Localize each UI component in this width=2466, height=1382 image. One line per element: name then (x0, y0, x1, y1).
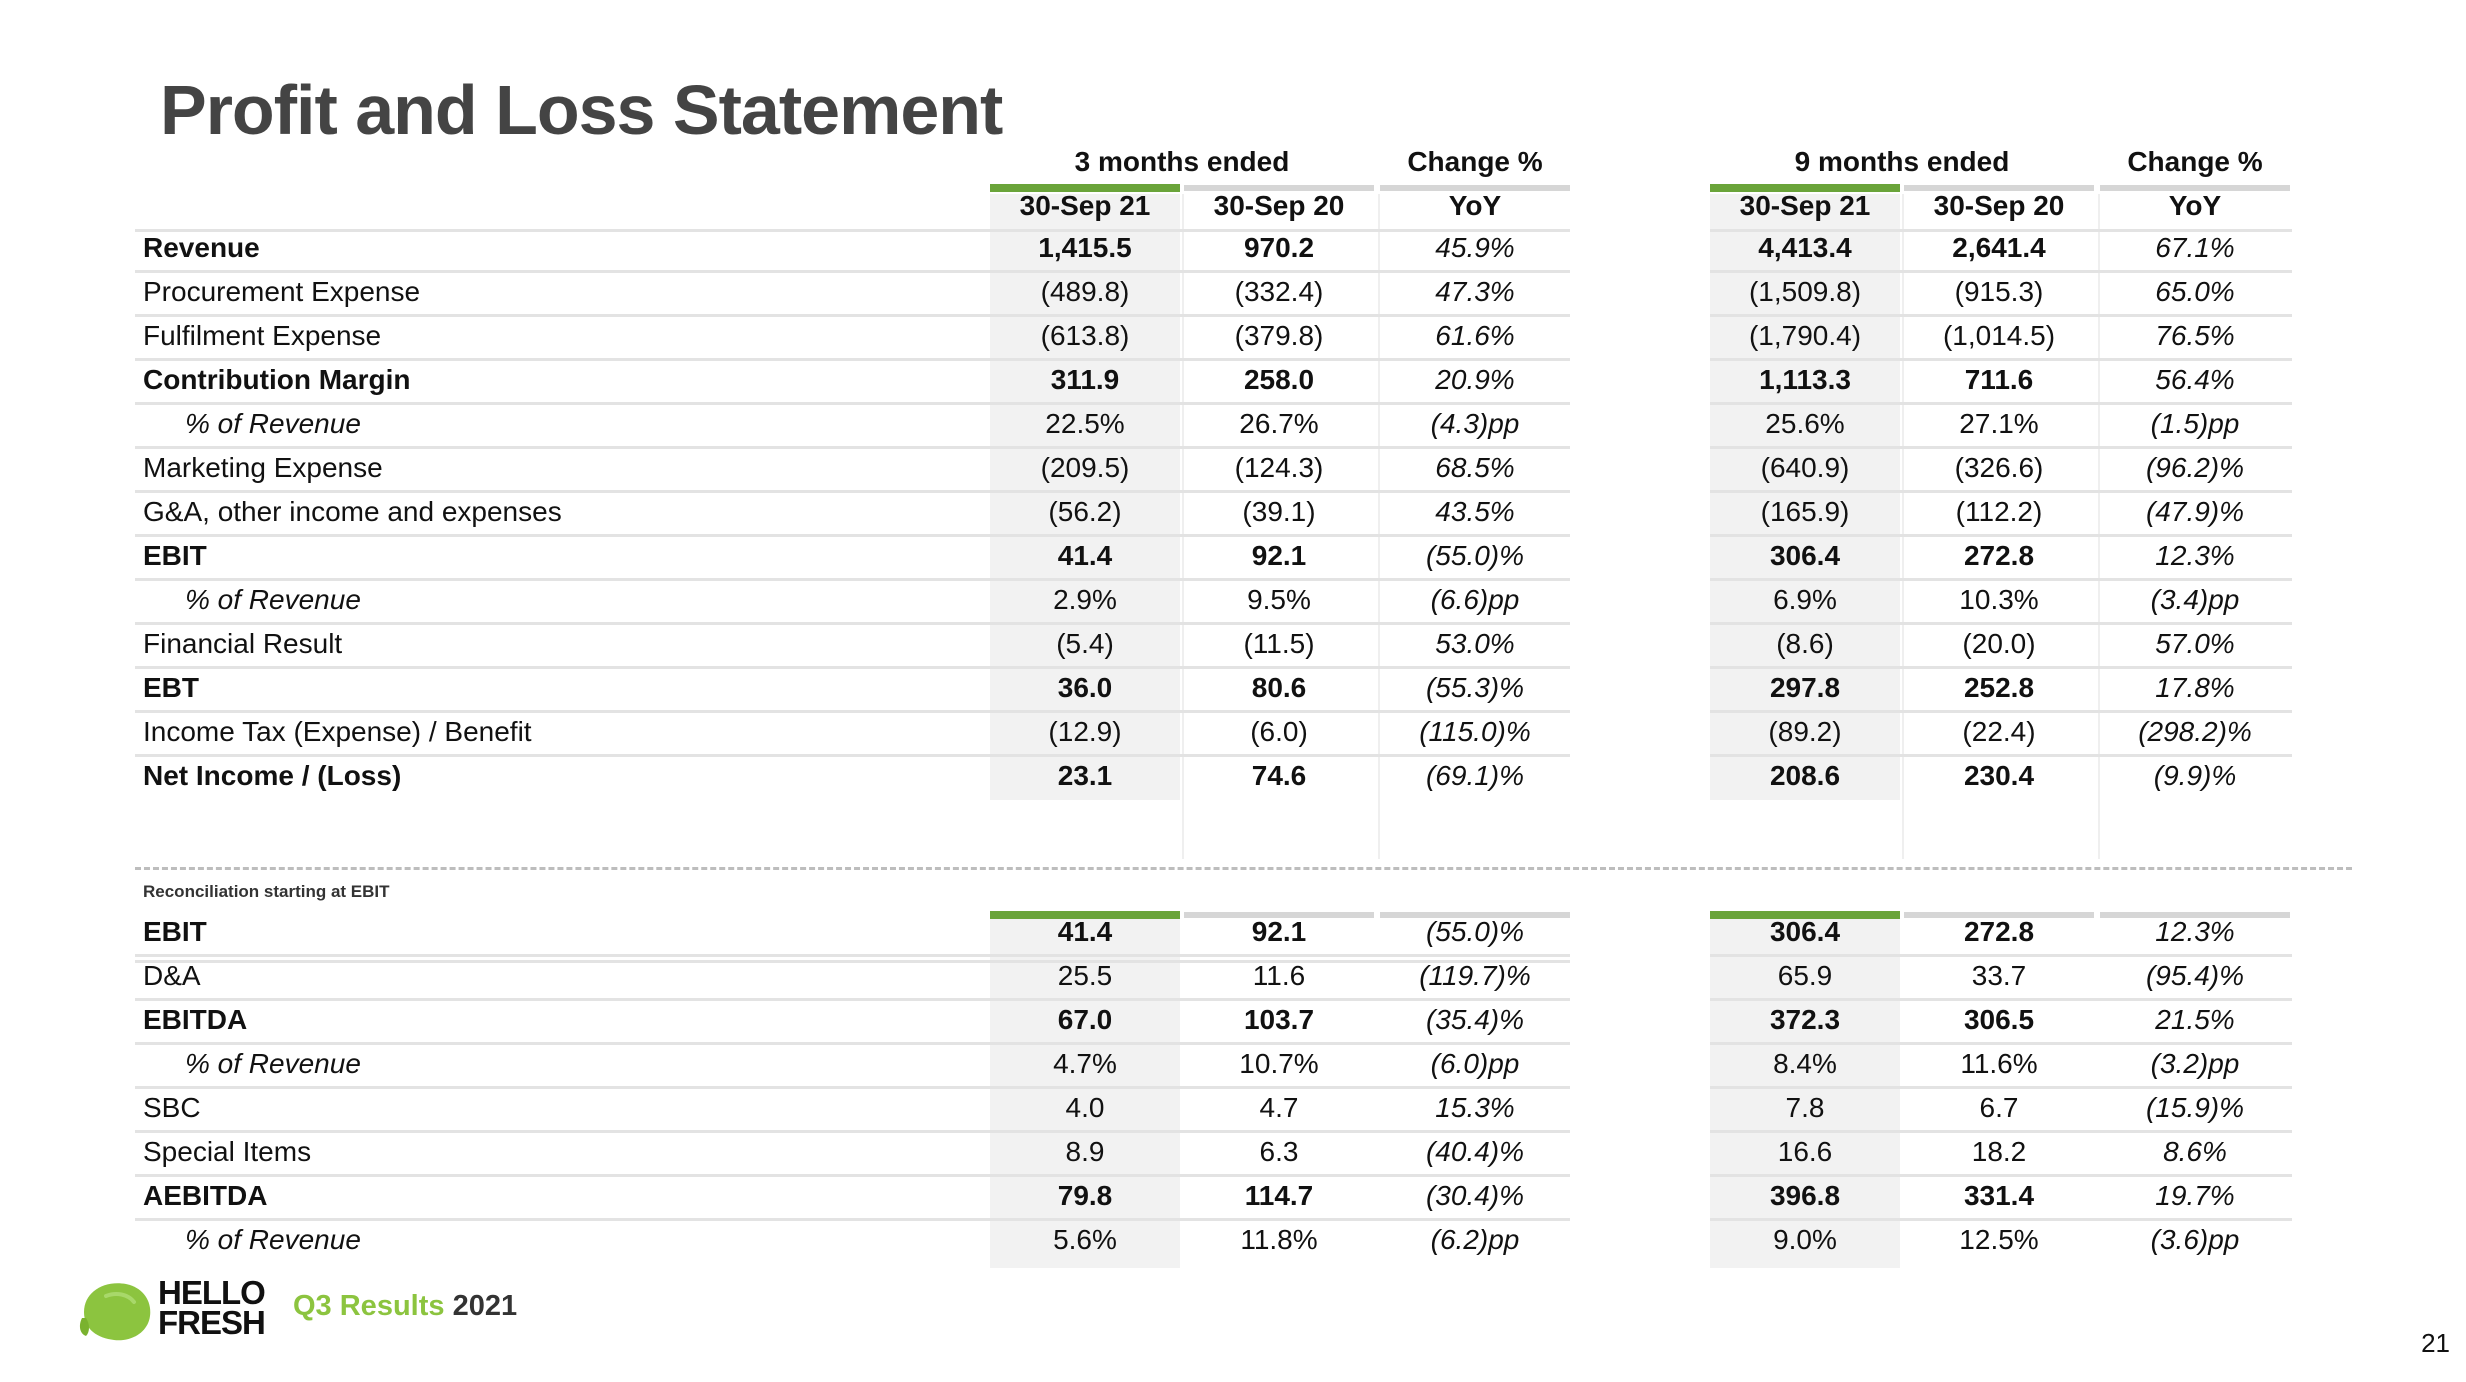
pl-cell-q-yoy: (69.1)% (1425, 760, 1525, 791)
recon-cell-q-yoy: (55.0)% (1425, 916, 1525, 947)
pl-cell-m9-20: (915.3) (1954, 276, 2044, 307)
pl-row-divider (135, 314, 1570, 317)
recon-cell-m9-20: 18.2 (1971, 1136, 2027, 1167)
pl-cell-m9-20: 10.3% (1959, 584, 2039, 615)
recon-cell-m9-20: 331.4 (1963, 1180, 2035, 1211)
recon-cell-q3-20: 10.7% (1239, 1048, 1319, 1079)
pl-row-label: Contribution Margin (143, 364, 411, 395)
pl-cell-q3-21: 23.1 (1057, 760, 1113, 791)
pl-row-divider (135, 446, 1570, 449)
pl-cell-m9-21: 208.6 (1769, 760, 1841, 791)
pl-row-divider (1710, 754, 2292, 757)
recon-cell-m9-20: 11.6% (1960, 1048, 2038, 1079)
recon-cell-m9-21: 396.8 (1769, 1180, 1841, 1211)
pl-cell-m9-20: 272.8 (1963, 540, 2035, 571)
recon-cell-m9-21: 8.4% (1773, 1048, 1837, 1079)
pl-cell-m9-21: (89.2) (1768, 716, 1842, 747)
recon-cell-m9-20: 12.5% (1959, 1224, 2039, 1255)
pl-cell-m9-yoy: (96.2)% (2145, 452, 2245, 483)
pl-cell-q-yoy: (55.0)% (1425, 540, 1525, 571)
pl-row-label: G&A, other income and expenses (143, 496, 562, 527)
recon-cell-q-yoy: (6.2)pp (1430, 1224, 1520, 1255)
header-change-9m: Change % (2127, 146, 2263, 177)
pl-cell-m9-20: (1,014.5) (1942, 320, 2056, 351)
pl-row-label: EBT (143, 672, 199, 703)
pl-row-label: Financial Result (143, 628, 343, 659)
pl-cell-q3-21: (613.8) (1040, 320, 1130, 351)
pl-row-divider (135, 710, 1570, 713)
recon-cell-m9-yoy: 8.6% (2163, 1136, 2227, 1167)
recon-cell-m9-21: 16.6 (1777, 1136, 1833, 1167)
recon-cell-q3-20: 103.7 (1243, 1004, 1315, 1035)
pl-cell-m9-20: 252.8 (1963, 672, 2035, 703)
pl-cell-m9-20: 2,641.4 (1952, 232, 2046, 263)
pl-cell-q-yoy: (6.6)pp (1430, 584, 1520, 615)
pl-cell-q3-20: 92.1 (1251, 540, 1307, 571)
pl-cell-m9-20: 230.4 (1963, 760, 2035, 791)
recon-cell-q3-21: 25.5 (1057, 960, 1113, 991)
recon-row-divider (135, 1218, 1570, 1221)
recon-cell-q3-20: 11.8% (1240, 1224, 1318, 1255)
pl-row-divider (135, 270, 1570, 273)
recon-cell-q3-20: 11.6 (1252, 960, 1306, 991)
pl-cell-q3-20: 26.7% (1239, 408, 1319, 439)
pl-row-label: Marketing Expense (143, 452, 383, 483)
pl-cell-q3-21: 311.9 (1050, 364, 1120, 395)
pl-cell-q3-21: 2.9% (1053, 584, 1117, 615)
recon-row-divider (1710, 1174, 2292, 1177)
recon-row-divider (1710, 1086, 2292, 1089)
reconciliation-label: Reconciliation starting at EBIT (143, 882, 390, 901)
pl-cell-q3-21: (209.5) (1040, 452, 1130, 483)
recon-row-divider (135, 1174, 1570, 1177)
recon-row-divider (135, 954, 1570, 957)
pl-cell-m9-20: (112.2) (1955, 496, 2043, 527)
pl-row-label: EBIT (143, 540, 207, 571)
pl-cell-q3-21: (56.2) (1048, 496, 1122, 527)
pl-row-label: % of Revenue (185, 584, 361, 615)
pl-cell-q-yoy: (55.3)% (1425, 672, 1525, 703)
pl-cell-q-yoy: (115.0)% (1419, 716, 1531, 747)
recon-cell-m9-20: 6.7 (1979, 1092, 2019, 1123)
pl-row-divider (135, 666, 1570, 669)
recon-row-label: Special Items (143, 1136, 312, 1167)
pl-cell-m9-yoy: 12.3% (2155, 540, 2235, 571)
pl-cell-m9-yoy: 65.0% (2155, 276, 2235, 307)
pl-cell-q3-20: 74.6 (1251, 760, 1307, 791)
pl-row-divider (1710, 578, 2292, 581)
pl-cell-q3-20: 9.5% (1247, 584, 1311, 615)
recon-row-label: SBC (143, 1092, 201, 1123)
recon-cell-m9-21: 7.8 (1785, 1092, 1825, 1123)
pl-cell-m9-yoy: 57.0% (2155, 628, 2235, 659)
pl-cell-m9-yoy: 67.1% (2155, 232, 2235, 263)
pl-cell-m9-20: (22.4) (1962, 716, 2036, 747)
recon-row-divider (1710, 1218, 2292, 1221)
recon-cell-q-yoy: (6.0)pp (1430, 1048, 1520, 1079)
pl-row-divider (1710, 402, 2292, 405)
recon-cell-m9-21: 9.0% (1773, 1224, 1837, 1255)
pl-cell-m9-21: (165.9) (1760, 496, 1850, 527)
pl-row-divider (135, 490, 1570, 493)
pl-cell-q-yoy: 20.9% (1435, 364, 1515, 395)
recon-row-divider (1710, 1130, 2292, 1133)
pl-cell-m9-21: 306.4 (1769, 540, 1841, 571)
pl-cell-q-yoy: 43.5% (1435, 496, 1515, 527)
pl-cell-q3-21: (489.8) (1040, 276, 1130, 307)
recon-cell-q3-20: 6.3 (1259, 1136, 1299, 1167)
recon-cell-q3-21: 79.8 (1057, 1180, 1113, 1211)
pl-row-divider (135, 358, 1570, 361)
recon-cell-m9-21: 65.9 (1777, 960, 1833, 991)
pl-cell-q-yoy: (4.3)pp (1430, 408, 1520, 439)
pl-cell-m9-21: 1,113.3 (1759, 364, 1851, 395)
lime-icon (76, 1274, 156, 1346)
pl-cell-m9-20: 711.6 (1964, 364, 2034, 395)
pl-cell-q-yoy: 53.0% (1435, 628, 1515, 659)
pl-cell-q3-21: 41.4 (1057, 540, 1113, 571)
pl-row-divider (1710, 666, 2292, 669)
footer-q3-label: Q3 Results (293, 1290, 445, 1322)
recon-cell-m9-20: 33.7 (1971, 960, 2027, 991)
recon-row-divider (135, 1130, 1570, 1133)
pl-cell-q3-20: (11.5) (1243, 628, 1315, 659)
recon-cell-q3-21: 4.7% (1053, 1048, 1117, 1079)
recon-cell-q3-20: 92.1 (1251, 916, 1307, 947)
pl-row-divider (135, 534, 1570, 537)
pl-cell-m9-20: (20.0) (1962, 628, 2036, 659)
recon-cell-q3-20: 4.7 (1259, 1092, 1299, 1123)
section-divider (135, 867, 2352, 870)
pl-cell-m9-20: (326.6) (1954, 452, 2044, 483)
pl-row-divider (1710, 710, 2292, 713)
pl-row-divider (1710, 490, 2292, 493)
recon-cell-m9-yoy: 19.7% (2155, 1180, 2235, 1211)
recon-row-label: % of Revenue (185, 1048, 361, 1079)
pl-row-divider (1710, 534, 2292, 537)
pl-row-divider (135, 578, 1570, 581)
footer-results (293, 1290, 517, 1323)
recon-cell-q3-21: 41.4 (1057, 916, 1113, 947)
pl-cell-q3-20: (39.1) (1242, 496, 1316, 527)
subheader-30sep21-9m: 30-Sep 21 (1739, 190, 1871, 221)
recon-cell-q-yoy: (35.4)% (1425, 1004, 1525, 1035)
recon-cell-m9-yoy: (95.4)% (2145, 960, 2245, 991)
recon-cell-m9-yoy: (3.6)pp (2150, 1224, 2240, 1255)
recon-cell-q-yoy: (40.4)% (1425, 1136, 1525, 1167)
pl-cell-m9-21: (1,790.4) (1748, 320, 1862, 351)
pl-cell-q3-20: 258.0 (1243, 364, 1315, 395)
pl-cell-m9-21: (8.6) (1776, 628, 1834, 659)
pl-cell-m9-21: 4,413.4 (1758, 232, 1852, 263)
recon-cell-m9-21: 306.4 (1769, 916, 1841, 947)
pl-cell-m9-yoy: (9.9)% (2153, 760, 2237, 791)
recon-row-label: % of Revenue (185, 1224, 361, 1255)
recon-cell-q-yoy: (119.7)% (1419, 960, 1531, 991)
header-change-q: Change % (1407, 146, 1543, 177)
logo-fresh: FRESH (158, 1304, 265, 1341)
pl-cell-m9-21: (1,509.8) (1748, 276, 1862, 307)
recon-cell-m9-21: 372.3 (1769, 1004, 1841, 1035)
pl-cell-m9-yoy: 17.8% (2155, 672, 2235, 703)
header-nine-months: 9 months ended (1794, 146, 2010, 177)
header-three-months: 3 months ended (1074, 146, 1290, 177)
recon-cell-q3-21: 67.0 (1057, 1004, 1113, 1035)
pl-cell-m9-21: 25.6% (1765, 408, 1845, 439)
subheader-30sep20-9m: 30-Sep 20 (1933, 190, 2065, 221)
pl-cell-q3-21: (12.9) (1048, 716, 1122, 747)
recon-cell-m9-yoy: (15.9)% (2145, 1092, 2245, 1123)
pl-cell-m9-21: (640.9) (1760, 452, 1850, 483)
pl-cell-q-yoy: 61.6% (1435, 320, 1515, 351)
recon-row-divider (1710, 998, 2292, 1001)
pl-row-label: Fulfilment Expense (143, 320, 382, 351)
pl-cell-q-yoy: 45.9% (1435, 232, 1515, 263)
pl-cell-q3-21: 22.5% (1045, 408, 1125, 439)
recon-row-divider (135, 1086, 1570, 1089)
pl-row-divider (1710, 314, 2292, 317)
pl-cell-q3-20: (379.8) (1234, 320, 1324, 351)
pl-cell-q3-20: (332.4) (1234, 276, 1324, 307)
pl-row-divider (1710, 358, 2292, 361)
pl-cell-m9-yoy: 76.5% (2155, 320, 2235, 351)
recon-cell-q-yoy: (30.4)% (1425, 1180, 1525, 1211)
recon-cell-m9-yoy: (3.2)pp (2150, 1048, 2240, 1079)
recon-row-label: AEBITDA (143, 1180, 268, 1211)
recon-cell-q3-20: 114.7 (1244, 1180, 1314, 1211)
logo-hello: HELLO (158, 1274, 265, 1311)
pl-cell-m9-yoy: (1.5)pp (2150, 408, 2240, 439)
subheader-yoy-q: YoY (1448, 190, 1502, 221)
recon-row-label: D&A (143, 960, 201, 991)
page-title: Profit and Loss Statement (160, 71, 1003, 149)
pl-cell-q3-20: (6.0) (1250, 716, 1308, 747)
pl-cell-m9-yoy: (3.4)pp (2150, 584, 2240, 615)
recon-row-divider (1710, 954, 2292, 957)
pl-row-divider (1710, 446, 2292, 449)
recon-cell-q3-21: 5.6% (1053, 1224, 1117, 1255)
pl-cell-q3-20: 80.6 (1251, 672, 1307, 703)
recon-row-label: EBIT (143, 916, 207, 947)
subheader-30sep20-q: 30-Sep 20 (1213, 190, 1345, 221)
recon-row-divider (135, 998, 1570, 1001)
pl-cell-q3-21: 36.0 (1057, 672, 1113, 703)
subheader-30sep21-q: 30-Sep 21 (1019, 190, 1151, 221)
pl-cell-q3-20: (124.3) (1234, 452, 1324, 483)
pl-cell-q3-21: (5.4) (1056, 628, 1114, 659)
recon-cell-m9-yoy: 21.5% (2155, 1004, 2235, 1035)
subheader-yoy-9m: YoY (2168, 190, 2222, 221)
footer-year: 2021 (452, 1290, 518, 1322)
pl-row-divider (135, 622, 1570, 625)
pl-row-label: Net Income / (Loss) (143, 760, 402, 791)
pl-cell-q3-21: 1,415.5 (1038, 232, 1132, 263)
pl-row-divider (1710, 270, 2292, 273)
recon-cell-m9-yoy: 12.3% (2155, 916, 2235, 947)
page-number: 21 (2421, 1328, 2450, 1358)
pl-cell-m9-21: 297.8 (1769, 672, 1841, 703)
pl-cell-m9-21: 6.9% (1773, 584, 1837, 615)
hellofresh-logo (76, 1270, 276, 1350)
pl-row-divider (1710, 622, 2292, 625)
pl-cell-m9-yoy: (47.9)% (2145, 496, 2245, 527)
pl-row-label: Income Tax (Expense) / Benefit (143, 716, 532, 747)
recon-cell-q3-21: 4.0 (1065, 1092, 1105, 1123)
recon-cell-q3-21: 8.9 (1065, 1136, 1105, 1167)
pl-row-divider (135, 754, 1570, 757)
pl-row-label: % of Revenue (185, 408, 361, 439)
pl-row-divider (135, 402, 1570, 405)
pl-cell-m9-20: 27.1% (1959, 408, 2039, 439)
recon-cell-m9-20: 272.8 (1963, 916, 2035, 947)
pl-cell-q-yoy: 68.5% (1435, 452, 1515, 483)
recon-row-divider (1710, 1042, 2292, 1045)
pl-cell-m9-yoy: (298.2)% (2138, 716, 2252, 747)
recon-cell-m9-20: 306.5 (1963, 1004, 2035, 1035)
pl-cell-q3-20: 970.2 (1243, 232, 1315, 263)
recon-cell-q-yoy: 15.3% (1435, 1092, 1515, 1123)
pl-cell-q-yoy: 47.3% (1435, 276, 1515, 307)
recon-row-divider (135, 1042, 1570, 1045)
pl-row-label: Procurement Expense (143, 276, 421, 307)
pl-row-label: Revenue (143, 232, 260, 263)
recon-row-label: EBITDA (143, 1004, 248, 1035)
pl-cell-m9-yoy: 56.4% (2155, 364, 2235, 395)
